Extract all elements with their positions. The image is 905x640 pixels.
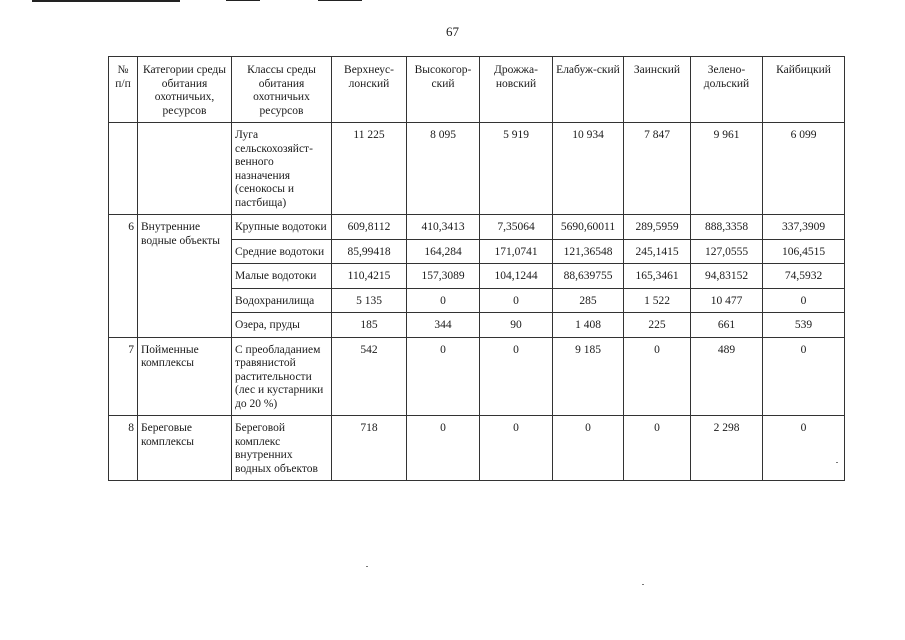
value-cell: 94,83152 <box>691 264 763 289</box>
row-class: Малые водотоки <box>232 264 332 289</box>
scan-speck <box>642 584 644 585</box>
value-cell: 661 <box>691 313 763 338</box>
value-cell: 245,1415 <box>624 239 691 264</box>
value-cell: 121,36548 <box>553 239 624 264</box>
row-num: 6 <box>109 215 138 338</box>
value-cell: 0 <box>763 337 845 416</box>
value-cell: 85,99418 <box>332 239 407 264</box>
value-cell: 6 099 <box>763 123 845 215</box>
value-cell: 0 <box>407 288 480 313</box>
row-category: Пойменные комплексы <box>138 337 232 416</box>
value-cell: 0 <box>480 337 553 416</box>
header-district: Верхнеус-лонский <box>332 57 407 123</box>
value-cell: 0 <box>553 416 624 481</box>
top-edge-marks <box>0 0 905 6</box>
row-class: Водохранилища <box>232 288 332 313</box>
value-cell: 0 <box>407 416 480 481</box>
value-cell: 5 135 <box>332 288 407 313</box>
value-cell: 7,35064 <box>480 215 553 240</box>
value-cell: 127,0555 <box>691 239 763 264</box>
header-district: Высокогор-ский <box>407 57 480 123</box>
value-cell: 157,3089 <box>407 264 480 289</box>
header-district: Зелено-дольский <box>691 57 763 123</box>
value-cell: 110,4215 <box>332 264 407 289</box>
scan-speck <box>836 462 838 463</box>
row-class: С преобладанием травянистой растительности (лес и кустарники до 20 %) <box>232 337 332 416</box>
header-district: Дрожжа-новский <box>480 57 553 123</box>
value-cell: 888,3358 <box>691 215 763 240</box>
value-cell: 8 095 <box>407 123 480 215</box>
value-cell: 165,3461 <box>624 264 691 289</box>
value-cell: 0 <box>763 288 845 313</box>
value-cell: 74,5932 <box>763 264 845 289</box>
value-cell: 171,0741 <box>480 239 553 264</box>
value-cell: 542 <box>332 337 407 416</box>
value-cell: 0 <box>624 416 691 481</box>
value-cell: 1 408 <box>553 313 624 338</box>
value-cell: 489 <box>691 337 763 416</box>
value-cell: 410,3413 <box>407 215 480 240</box>
header-district: Елабуж-ский <box>553 57 624 123</box>
header-row <box>109 57 845 123</box>
header-category: Категории среды обитания охотничьих, ресурсов <box>138 57 232 123</box>
value-cell: 0 <box>407 337 480 416</box>
value-cell: 9 185 <box>553 337 624 416</box>
value-cell: 164,284 <box>407 239 480 264</box>
value-cell: 88,639755 <box>553 264 624 289</box>
table-row <box>109 123 845 215</box>
row-num: 7 <box>109 337 138 416</box>
value-cell: 0 <box>480 416 553 481</box>
value-cell: 10 934 <box>553 123 624 215</box>
value-cell: 289,5959 <box>624 215 691 240</box>
table-row <box>109 337 845 416</box>
value-cell: 11 225 <box>332 123 407 215</box>
row-category <box>138 123 232 215</box>
header-district: Заинский <box>624 57 691 123</box>
value-cell: 2 298 <box>691 416 763 481</box>
edge-mark <box>32 0 180 2</box>
edge-mark <box>226 0 260 1</box>
row-class: Луга сельскохозяйст-венного назначения (сенокосы и пастбища) <box>232 123 332 215</box>
table-row <box>109 416 845 481</box>
row-class: Озера, пруды <box>232 313 332 338</box>
value-cell: 7 847 <box>624 123 691 215</box>
value-cell: 609,8112 <box>332 215 407 240</box>
value-cell: 90 <box>480 313 553 338</box>
value-cell: 5 919 <box>480 123 553 215</box>
value-cell: 337,3909 <box>763 215 845 240</box>
value-cell: 9 961 <box>691 123 763 215</box>
row-category: Внутренние водные объекты <box>138 215 232 338</box>
row-class: Береговой комплекс внутренних водных объектов <box>232 416 332 481</box>
value-cell: 5690,60011 <box>553 215 624 240</box>
habitat-table <box>108 56 845 481</box>
header-class: Классы среды обитания охотничьих ресурсов <box>232 57 332 123</box>
value-cell: 0 <box>480 288 553 313</box>
table-row <box>109 215 845 240</box>
row-class: Крупные водотоки <box>232 215 332 240</box>
value-cell: 10 477 <box>691 288 763 313</box>
value-cell: 718 <box>332 416 407 481</box>
value-cell: 0 <box>624 337 691 416</box>
value-cell: 225 <box>624 313 691 338</box>
scan-speck <box>366 566 368 567</box>
value-cell: 104,1244 <box>480 264 553 289</box>
row-class: Средние водотоки <box>232 239 332 264</box>
row-num: 8 <box>109 416 138 481</box>
row-num <box>109 123 138 215</box>
value-cell: 1 522 <box>624 288 691 313</box>
row-category: Береговые комплексы <box>138 416 232 481</box>
header-district: Кайбицкий <box>763 57 845 123</box>
value-cell: 0 <box>763 416 845 481</box>
value-cell: 344 <box>407 313 480 338</box>
edge-mark <box>318 0 362 1</box>
page-number: 67 <box>446 24 459 39</box>
value-cell: 285 <box>553 288 624 313</box>
value-cell: 539 <box>763 313 845 338</box>
value-cell: 185 <box>332 313 407 338</box>
header-num: № п/п <box>109 57 138 123</box>
value-cell: 106,4515 <box>763 239 845 264</box>
